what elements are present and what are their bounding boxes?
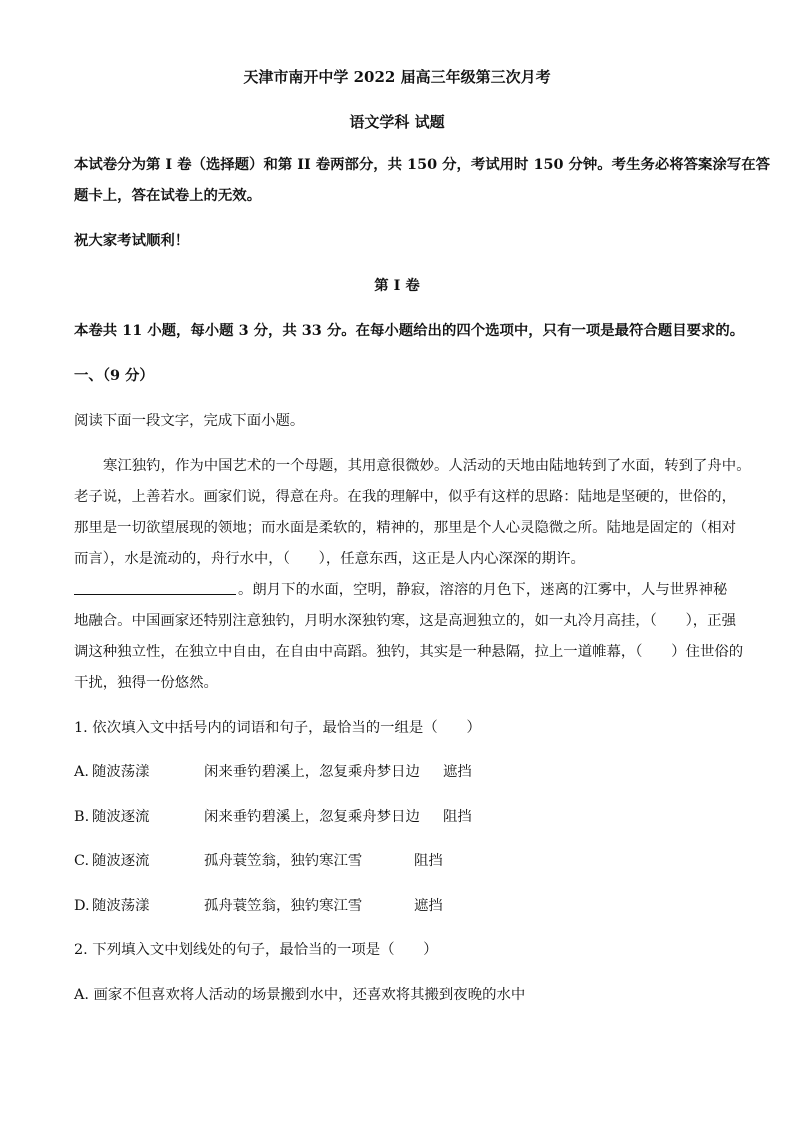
option-letter: A. — [74, 764, 89, 780]
reading-prompt: 阅读下面一段文字，完成下面小题。 — [74, 413, 305, 429]
option-letter: C. — [74, 853, 90, 869]
exam-subtitle: 语文学科 试题 — [349, 113, 445, 131]
passage-line-2: 老子说，上善若水。画家们说，得意在舟。在我的理解中，似乎有这样的思路：陆地是坚硬的，世俗的， — [74, 489, 736, 505]
part-one-heading: 一、（9 分） — [74, 367, 154, 384]
option-word: 随波荡漾 — [92, 898, 150, 914]
passage-line-4: 而言），水是流动的，舟行水中，（ ），任意东西，这正是人内心深深的期许。 — [74, 551, 585, 567]
option-verb: 遮挡 — [414, 898, 443, 914]
option-sentence: 孤舟蓑笠翁，独钓寒江雪 — [204, 898, 363, 914]
option-verb: 阻挡 — [414, 853, 443, 869]
passage-line-5: 。朗月下的水面，空明，静寂，溶溶的月色下，迷离的江雾中，人与世界神秘 — [238, 582, 728, 598]
passage-line-1: 寒江独钓，作为中国艺术的一个母题，其用意很微妙。人活动的天地由陆地转到了水面，转到了舟中。 — [103, 458, 751, 474]
option-word: 随波荡漾 — [92, 764, 150, 780]
instructions-line-2: 题卡上，答在试卷上的无效。 — [74, 187, 262, 204]
passage-line-6: 地融合。中国画家还特别注意独钓，月明水深独钓寒，这是高迥独立的，如一丸冷月高挂，（ ），正强 — [74, 613, 736, 629]
good-luck-wish: 祝大家考试顺利！ — [74, 232, 190, 249]
option-verb: 阻挡 — [443, 809, 472, 825]
passage-line-7: 调这种独立性，在独立中自由，在自由中高蹈。独钓，其实是一种悬隔，拉上一道帷幕，（ ）住世俗的 — [74, 644, 744, 660]
fill-in-blank-underline — [74, 594, 236, 595]
option-letter: D. — [74, 898, 90, 914]
option-sentence: 闲来垂钓碧溪上，忽复乘舟梦日边 — [204, 809, 420, 825]
section-heading: 第 I 卷 — [374, 277, 420, 294]
option-letter: B. — [74, 809, 90, 825]
option-word: 随波逐流 — [92, 809, 150, 825]
option-sentence: 孤舟蓑笠翁，独钓寒江雪 — [204, 853, 363, 869]
option-sentence: 闲来垂钓碧溪上，忽复乘舟梦日边 — [204, 764, 420, 780]
instructions-line-1: 本试卷分为第 I 卷（选择题）和第 II 卷两部分，共 150 分，考试用时 150 分钟。考生务必将答案涂写在答 — [74, 156, 770, 173]
passage-line-3: 那里是一切欲望展现的领地；而水面是柔软的，精神的，那里是个人心灵隐微之所。陆地是固定的（相对 — [74, 520, 736, 536]
q2-option-a: A. 画家不但喜欢将人活动的场景搬到水中，还喜欢将其搬到夜晚的水中 — [74, 987, 526, 1003]
option-word: 随波逐流 — [92, 853, 150, 869]
section-description: 本卷共 11 小题，每小题 3 分，共 33 分。在每小题给出的四个选项中，只有一项是最符合题目要求的。 — [74, 322, 745, 339]
question-1: 1. 依次填入文中括号内的词语和句子，最恰当的一组是（ ） — [74, 720, 481, 736]
exam-title: 天津市南开中学 2022 届高三年级第三次月考 — [243, 68, 551, 86]
question-2: 2. 下列填入文中划线处的句子，最恰当的一项是（ ） — [74, 942, 438, 958]
option-verb: 遮挡 — [443, 764, 472, 780]
passage-line-8: 干扰，独得一份悠然。 — [74, 675, 218, 691]
